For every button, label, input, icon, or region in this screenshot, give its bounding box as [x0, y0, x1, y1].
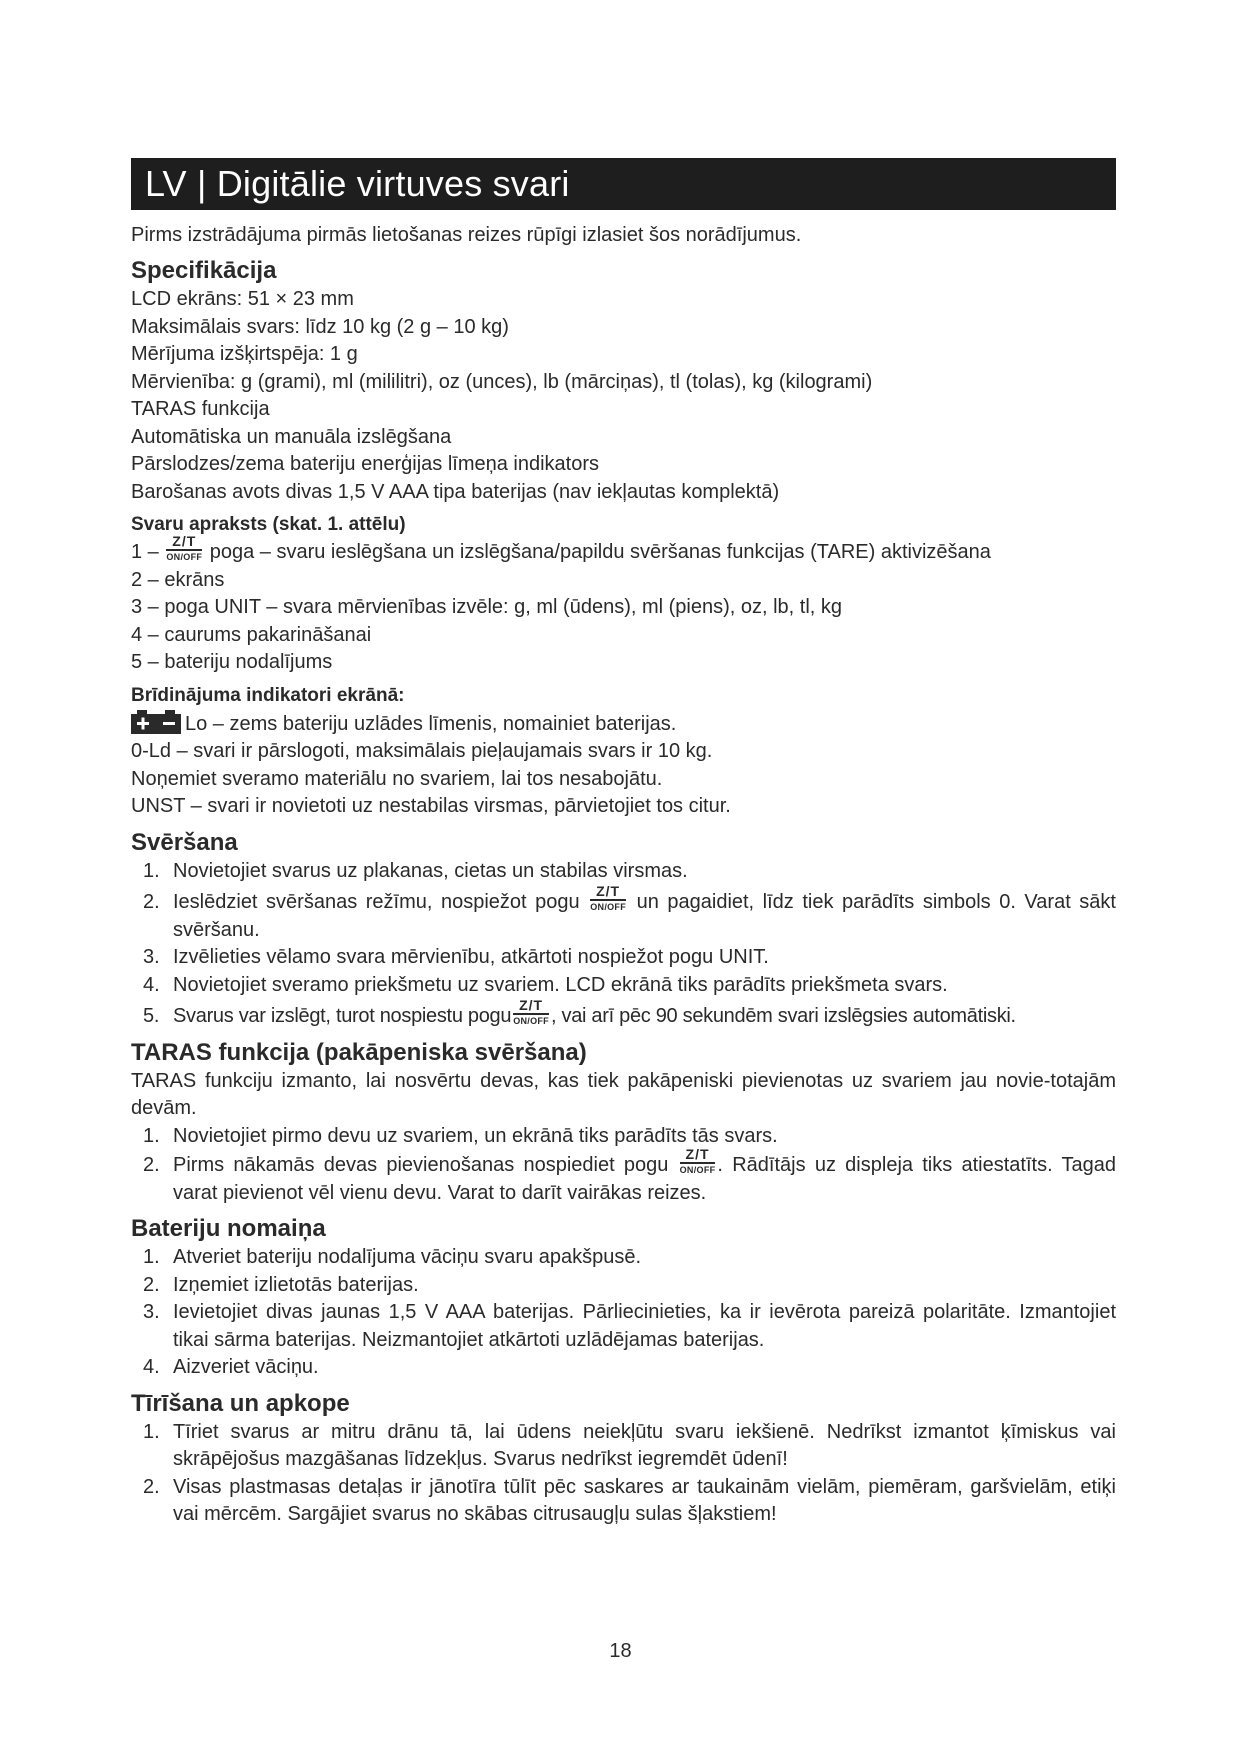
weighing-heading: Svēršana [131, 828, 238, 856]
intro-text: Pirms izstrādājuma pirmās lietošanas reizes rūpīgi izlasiet šos norādījumus. [131, 224, 802, 246]
tare-intro: TARAS funkciju izmanto, lai nosvērtu devas, kas tiek pakāpeniski pievienotas uz svariem jau novie-totajām devām. [131, 1069, 1116, 1119]
warning-line: UNST – svari ir novietoti uz nestabilas virsmas, pārvietojiet tos citur. [131, 795, 731, 817]
spec-line: Mērvienība: g (grami), ml (mililitri), oz (unces), lb (mārciņas), tl (tolas), kg (kilogrami) [131, 370, 873, 393]
zt-onoff-button-icon: Z/T ON/OFF [513, 996, 549, 1026]
description-item: 4 – caurums pakarināšanai [131, 623, 372, 646]
list-item: 1. Atveriet bateriju nodalījuma vāciņu svaru apakšpusē. [143, 1246, 642, 1268]
tare-heading: TARAS funkcija (pakāpeniska svēršana) [131, 1038, 587, 1066]
list-item: 2. Ieslēdziet svēršanas režīmu, nospiežot pogu Z/T ON/OFF un pagaidiet, līdz tiek parādīts simbols 0. Varat sākt svēršanu. [143, 882, 1116, 941]
description-heading: Svaru apraksts (skat. 1. attēlu) [131, 514, 406, 535]
list-item: 4. Aizveriet vāciņu. [143, 1356, 319, 1378]
list-item: 1. Novietojiet pirmo devu uz svariem, un ekrānā tiks parādīts tās svars. [143, 1124, 778, 1147]
list-item: 2. Izņemiet izlietotās baterijas. [143, 1273, 419, 1296]
list-item: 5. Svarus var izslēgt, turot nospiestu pogu Z/T ON/OFF , vai arī pēc 90 sekundēm svari izslēgsies automātiski. [143, 996, 1016, 1027]
list-item: 4. Novietojiet sveramo priekšmetu uz svariem. LCD ekrānā tiks parādīts priekšmeta svars. [143, 973, 948, 996]
description-item-text: poga – svaru ieslēgšana un izslēgšana/papildu svēršanas funkcijas (TARE) aktivizēšana [209, 541, 991, 563]
spec-line: Maksimālais svars: līdz 10 kg (2 g – 10 kg) [131, 315, 509, 338]
page-number: 18 [609, 1640, 632, 1662]
warning-battery-text: Lo – zems bateriju uzlādes līmenis, nomainiet baterijas. [185, 712, 677, 735]
spec-list [131, 286, 1116, 506]
battery-icon [131, 710, 181, 734]
list-item: 2. Visas plastmasas detaļas ir jānotīra tūlīt pēc saskares ar taukainām vielām, piemēram, garšvielām, etiķi vai mērcēm. Sargājiet svarus no skābas citrusaugļu sulas šļakstiem! [143, 1475, 1116, 1525]
list-item: 2. Pirms nākamās devas pievienošanas nospiediet pogu Z/T ON/OFF . Rādītājs uz displeja tiks atiestatīts. Tagad varat pievienot vēl vienu devu. Varat to darīt vairākas reizes. [143, 1145, 1117, 1204]
description-list [131, 532, 1116, 677]
spec-line: TARAS funkcija [131, 398, 270, 420]
tare-steps [131, 1123, 1116, 1208]
warning-line: 0-Ld – svari ir pārslogoti, maksimālais pieļaujamais svars ir 10 kg. [131, 740, 713, 762]
spec-line: Pārslodzes/zema bateriju enerģijas līmeņa indikators [131, 453, 600, 475]
cleaning-steps [131, 1419, 1116, 1529]
cleaning-heading: Tīrīšana un apkope [131, 1389, 350, 1417]
list-item: 1. Tīriet svarus ar mitru drānu tā, lai ūdens neiekļūtu svaru iekšienē. Nedrīkst izmantot ķīmiskus vai skrāpējošus mazgāšanas līdzekļus. Svarus nedrīkst iegremdēt ūdenī! [143, 1420, 1116, 1470]
warning-line [131, 710, 1116, 739]
battery-change-steps [131, 1244, 1116, 1382]
spec-line: LCD ekrāns: 51 × 23 mm [131, 288, 354, 310]
spec-line: Barošanas avots divas 1,5 V AAA tipa baterijas (nav iekļautas komplektā) [131, 480, 780, 503]
warnings-heading: Brīdinājuma indikatori ekrānā: [131, 684, 405, 706]
description-item: 3 – poga UNIT – svara mērvienības izvēle: g, ml (ūdens), ml (piens), oz, lb, tl, kg [131, 596, 843, 618]
warning-line: Noņemiet sveramo materiālu no svariem, lai tos nesabojātu. [131, 767, 663, 790]
spec-line: Mērījuma izšķirtspēja: 1 g [131, 343, 358, 365]
weighing-steps [131, 858, 1116, 1031]
spec-heading: Specifikācija [131, 257, 277, 284]
document-page [131, 158, 1116, 1529]
zt-onoff-button-icon: Z/T ON/OFF [679, 1145, 716, 1175]
description-item: 2 – ekrāns [131, 568, 225, 591]
zt-onoff-button-icon: Z/T ON/OFF [590, 882, 627, 912]
warnings-list [131, 710, 1116, 821]
list-item: 3. Ievietojiet divas jaunas 1,5 V AAA baterijas. Pārliecinieties, ka ir ievērota pareizā polaritāte. Izmantojiet tikai sārma baterijas. Neizmantojiet atkārtoti uzlādējamas baterijas. [143, 1301, 1116, 1351]
spec-line: Automātiska un manuāla izslēgšana [131, 425, 452, 448]
description-item: 5 – bateriju nodalījums [131, 651, 333, 673]
description-item-prefix: 1 – [131, 541, 159, 563]
list-item: 3. Izvēlieties vēlamo svara mērvienību, atkārtoti nospiežot pogu UNIT. [143, 946, 769, 968]
page-title: LV | Digitālie virtuves svari [131, 158, 1116, 210]
list-item: 1. Novietojiet svarus uz plakanas, cietas un stabilas virsmas. [143, 859, 688, 882]
description-item [131, 532, 1116, 567]
battery-change-heading: Bateriju nomaiņa [131, 1215, 326, 1242]
zt-onoff-button-icon: Z/T ON/OFF [166, 532, 203, 562]
